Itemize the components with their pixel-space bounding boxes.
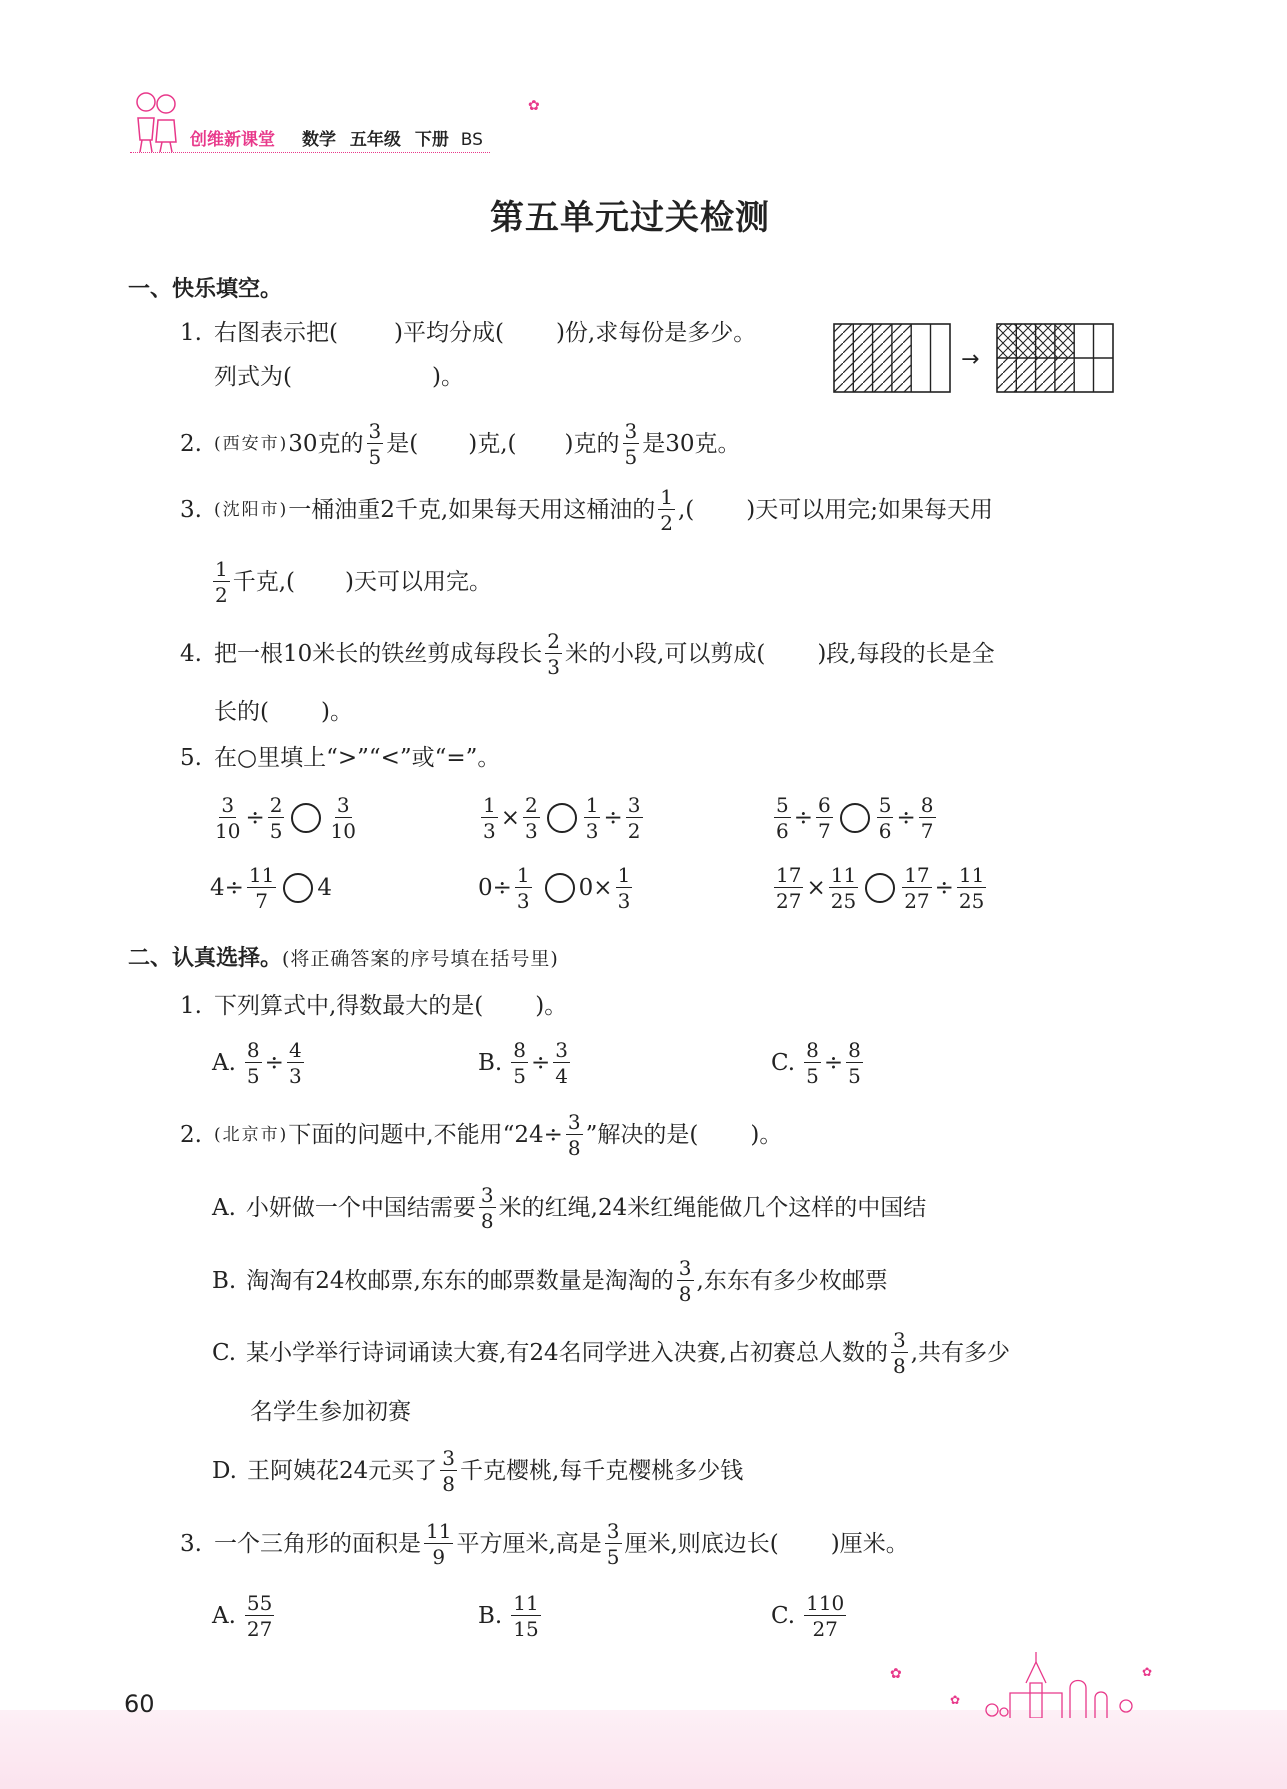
s2-q3-t4: )厘米。 — [830, 1531, 909, 1557]
header-illustration — [128, 88, 186, 154]
s2-q3-option-a[interactable]: A. $\frac{55}{27}$ — [212, 1591, 273, 1641]
s1-q2-num: 2. — [180, 431, 202, 457]
s1-q3-line2 — [210, 552, 492, 612]
s2-q3-option-c[interactable]: C. $\frac{110}{27}$ — [771, 1591, 845, 1641]
header-brand: 创维新课堂 — [190, 130, 275, 150]
s1-q4-t4: 长的( — [214, 699, 269, 725]
header-subject-text: 数学 — [302, 130, 336, 150]
compare-circle[interactable] — [283, 873, 313, 903]
s1-q5-expr2: $\frac{1}{3}$ × $\frac{2}{3}$ $\frac{1}{3}$ ÷ $\frac{3}{2}$ — [483, 793, 641, 843]
s2-q2-option-c-line2: 名学生参加初赛 — [250, 1399, 411, 1425]
header-volume: 下册 — [414, 130, 449, 150]
svg-text:✿: ✿ — [1142, 1665, 1153, 1679]
s2-q2-option-a[interactable]: A. 小妍做一个中国结需要 $\frac{3}{8}$ 米的红绳,24米红绳能做几个这样的中国结 — [212, 1183, 927, 1233]
s1-q3-t4: 千克,( — [232, 569, 296, 595]
s2-q2-option-c[interactable]: C. 某小学举行诗词诵读大赛,有24名同学进入决赛,占初赛总人数的 $\frac{3}{8}$ ,共有多少 — [212, 1328, 1011, 1378]
s2-q2-t3: )。 — [750, 1122, 783, 1148]
s2-q3-t2: 平方厘米,高是 — [456, 1531, 602, 1557]
s1-q4-t2: 米的小段,可以剪成( — [565, 641, 766, 667]
s1-q5-expr1: $\frac{3}{10}$ ÷ $\frac{2}{5}$ $\frac{3}{10}$ — [215, 793, 356, 843]
s2-q1-option-b[interactable]: B. $\frac{8}{5}$ ÷ $\frac{3}{4}$ — [478, 1038, 568, 1088]
svg-text:✿: ✿ — [890, 1666, 902, 1682]
s1-q3-source: (沈阳市) — [214, 500, 289, 520]
s1-q3-line1 — [180, 480, 993, 540]
s2-q3-option-b[interactable]: B. $\frac{11}{15}$ — [478, 1591, 539, 1641]
fraction: $\frac{3}{5}$ — [368, 419, 382, 469]
s2-q3-num: 3. — [180, 1531, 202, 1557]
compare-circle[interactable] — [865, 873, 895, 903]
s1-q1-text-a: 右图表示把( — [214, 320, 338, 346]
fraction: $\frac{3}{5}$ — [624, 419, 638, 469]
s2-q2-t1: 下面的问题中,不能用“24÷ — [288, 1122, 563, 1148]
s1-q2 — [180, 414, 741, 474]
s1-q3-t1: 一桶油重2千克,如果每天用这桶油的 — [288, 497, 656, 523]
fraction-figure — [833, 323, 1115, 395]
s1-q2-t1: 30克的 — [288, 431, 364, 457]
s1-q4-num: 4. — [180, 641, 202, 667]
s1-q4-line2 — [214, 697, 353, 727]
s2-q1-text-b: )。 — [535, 993, 568, 1019]
s1-q5-expr5: 0 ÷ $\frac{1}{3}$ 0 × $\frac{1}{3}$ — [478, 863, 631, 913]
s2-q3-t1: 一个三角形的面积是 — [214, 1531, 421, 1557]
s1-q1-text-b: )平均分成( — [393, 320, 504, 346]
header-divider — [130, 152, 490, 153]
s1-q5-expr3: $\frac{5}{6}$ ÷ $\frac{6}{7}$ $\frac{5}{6}$ ÷ $\frac{8}{7}$ — [776, 793, 934, 843]
s1-q1-line2 — [214, 362, 464, 392]
header-edition: BS — [460, 130, 483, 150]
s1-q2-t3: )克,( — [468, 431, 517, 457]
s2-q2-source: (北京市) — [214, 1125, 289, 1145]
s1-q5-text: 在○里填上“>”“<”或“=”。 — [214, 745, 501, 771]
compare-circle[interactable] — [545, 873, 575, 903]
s2-q2: 2. (北京市) 下面的问题中,不能用“24÷ $\frac{3}{8}$ ”解决的是( )。 — [180, 1110, 783, 1160]
s1-q1-line2-b: )。 — [431, 364, 464, 390]
header-grade: 五年级 — [349, 130, 401, 150]
s2-q1-num: 1. — [180, 993, 202, 1019]
fraction: $\frac{1}{2}$ — [660, 485, 673, 535]
s1-q1-num: 1. — [180, 320, 202, 346]
s2-q2-option-d[interactable]: D. 王阿姨花24元买了 $\frac{3}{8}$ 千克樱桃,每千克樱桃多少钱 — [212, 1446, 744, 1496]
s2-q1-option-c[interactable]: C. $\frac{8}{5}$ ÷ $\frac{8}{5}$ — [771, 1038, 861, 1088]
s1-q1-line2-a: 列式为( — [214, 364, 292, 390]
footer-band — [0, 1710, 1287, 1789]
s1-q2-t2: 是( — [386, 431, 419, 457]
s2-q3: 3. 一个三角形的面积是 $\frac{11}{9}$ 平方厘米,高是 $\frac{3}{5}$ 厘米,则底边长( )厘米。 — [180, 1519, 909, 1569]
page-number: 60 — [124, 1690, 155, 1718]
s2-q1 — [180, 991, 567, 1021]
s2-q3-t3: 厘米,则底边长( — [624, 1531, 779, 1557]
s1-q2-source: (西安市) — [214, 434, 289, 454]
svg-text:✿: ✿ — [950, 1693, 961, 1707]
s1-q3-t2: ,( — [677, 497, 695, 523]
s2-q1-option-a[interactable]: A. $\frac{8}{5}$ ÷ $\frac{4}{3}$ — [212, 1038, 302, 1088]
s1-q1-text-c: )份,求每份是多少。 — [555, 320, 757, 346]
s1-q4-line1 — [180, 624, 995, 684]
s1-q4-t5: )。 — [320, 699, 353, 725]
section2-heading: 二、认真选择。 — [128, 946, 283, 971]
compare-circle[interactable] — [291, 803, 321, 833]
s1-q5-line1 — [180, 743, 500, 773]
s1-q5-expr6: $\frac{17}{27}$ × $\frac{11}{25}$ $\frac{17}{27}$ ÷ $\frac{11}{25}$ — [776, 863, 985, 913]
header-subject — [302, 125, 483, 150]
flower-icon: ✿ — [528, 98, 540, 114]
fraction: $\frac{1}{2}$ — [215, 557, 228, 607]
s2-q2-option-b[interactable]: B. 淘淘有24枚邮票,东东的邮票数量是淘淘的 $\frac{3}{8}$ ,东东有多少枚邮票 — [212, 1256, 888, 1306]
fraction: $\frac{2}{3}$ — [547, 629, 561, 679]
s1-q2-t4: )克的 — [564, 431, 620, 457]
s1-q4-t3: )段,每段的长是全 — [817, 641, 995, 667]
s1-q4-t1: 把一根10米长的铁丝剪成每段长 — [214, 641, 543, 667]
arrow-icon: → — [961, 347, 980, 372]
s1-q5-expr4: 4 ÷ $\frac{11}{7}$ 4 — [210, 863, 333, 913]
section2-heading-row — [128, 944, 559, 974]
s1-q3-t3: )天可以用完;如果每天用 — [746, 497, 993, 523]
s1-q2-t5: 是30克。 — [642, 431, 741, 457]
s1-q1-line1 — [180, 318, 756, 348]
section2-note: (将正确答案的序号填在括号里) — [282, 948, 559, 970]
s1-q3-num: 3. — [180, 497, 202, 523]
compare-circle[interactable] — [840, 803, 870, 833]
page-title: 第五单元过关检测 — [490, 198, 770, 238]
castle-illustration — [880, 1648, 1170, 1718]
s2-q2-t2: ”解决的是( — [585, 1122, 699, 1148]
s2-q2-num: 2. — [180, 1122, 202, 1148]
compare-circle[interactable] — [547, 803, 577, 833]
s1-q5-num: 5. — [180, 745, 202, 771]
s1-q3-t5: )天可以用完。 — [345, 569, 493, 595]
section1-heading: 一、快乐填空。 — [128, 277, 283, 302]
s2-q1-text-a: 下列算式中,得数最大的是( — [214, 993, 484, 1019]
